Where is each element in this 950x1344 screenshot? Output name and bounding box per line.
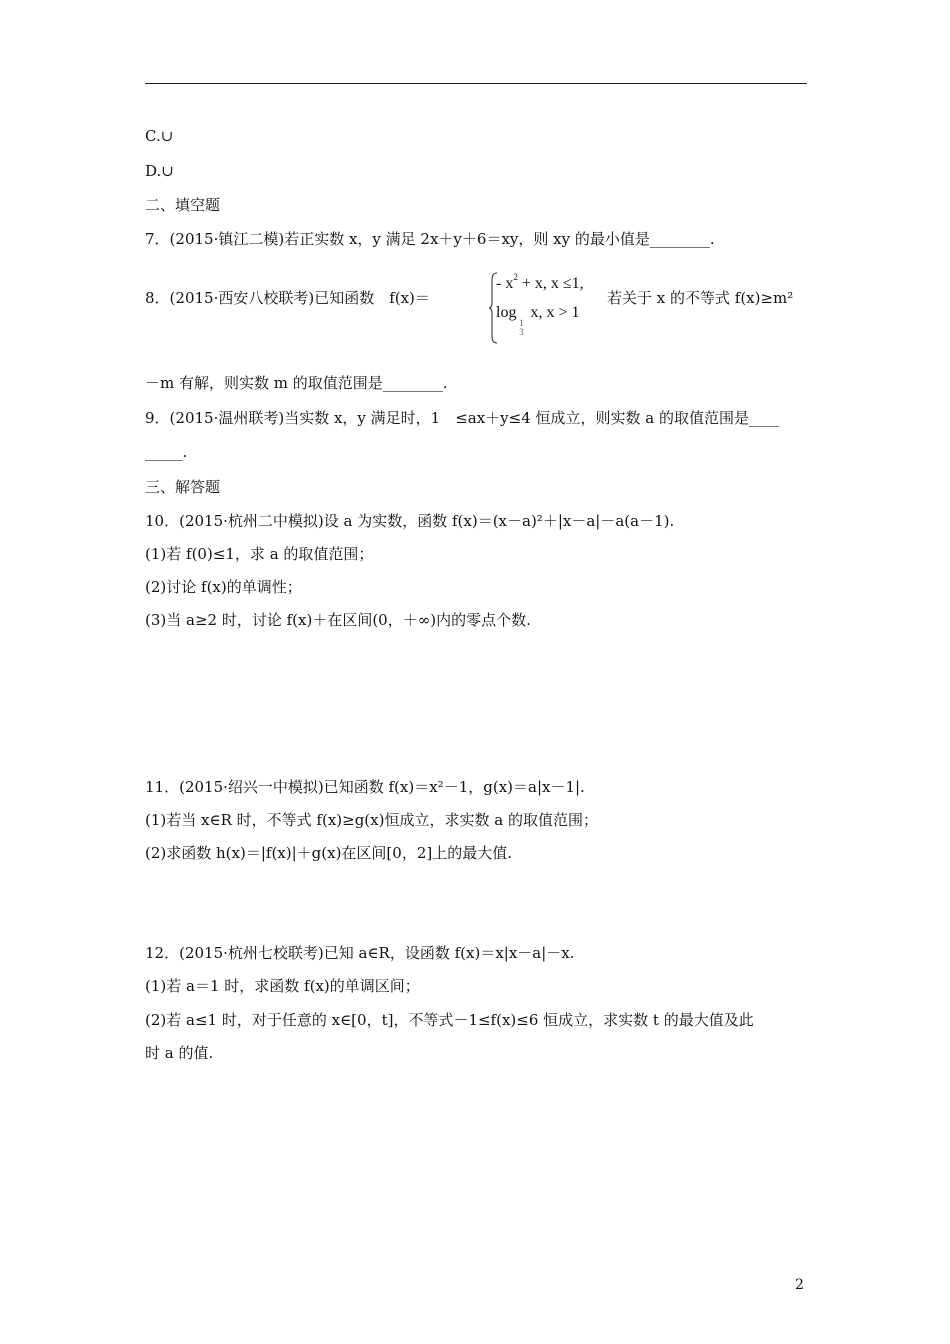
section-fill-in-title: 二、填空题	[145, 196, 221, 214]
question-8-continued: －m 有解，则实数 m 的取值范围是________.	[145, 374, 448, 392]
question-11-part-2: (2)求函数 h(x)＝|f(x)|＋g(x)在区间[0，2]上的最大值.	[145, 844, 512, 862]
question-11: 11．(2015·绍兴一中模拟)已知函数 f(x)＝x²－1，g(x)＝a|x－1|.	[145, 778, 585, 796]
question-9: 9．(2015·温州联考)当实数 x，y 满足时，1 ≤ax＋y≤4 恒成立，则实数 a 的取值范围是____	[145, 409, 780, 427]
option-c: C.∪	[145, 127, 174, 145]
question-12-part-1: (1)若 a＝1 时，求函数 f(x)的单调区间；	[145, 977, 420, 995]
piecewise-case-1: - $x^2 + x$, x ≤1,	[496, 272, 584, 292]
question-10-part-1: (1)若 f(0)≤1，求 a 的取值范围；	[145, 545, 374, 563]
question-8-suffix: 若关于 x 的不等式 f(x)≥m²	[607, 289, 794, 307]
question-12: 12．(2015·杭州七校联考)已知 a∈R，设函数 f(x)＝x|x－a|－x.	[145, 944, 575, 962]
question-7: 7．(2015·镇江二模)若正实数 x，y 满足 2x＋y＋6＝xy，则 xy 的最小值是________.	[145, 230, 715, 248]
question-10: 10．(2015·杭州二中模拟)设 a 为实数，函数 f(x)＝(x－a)²＋|x－a|－a(a－1).	[145, 512, 675, 530]
section-answer-title: 三、解答题	[145, 478, 221, 496]
question-8-prefix: 8．(2015·西安八校联考)已知函数 f(x)＝	[145, 289, 430, 307]
question-12-part-2: (2)若 a≤1 时，对于任意的 x∈[0，t]，不等式－1≤f(x)≤6 恒成立，求实数 t 的最大值及此	[145, 1011, 754, 1029]
question-12-part-2-continued: 时 a 的值.	[145, 1044, 214, 1062]
log-base-fraction: 1 3	[519, 318, 524, 337]
question-10-part-2: (2)讨论 f(x)的单调性；	[145, 578, 302, 596]
header-rule	[145, 83, 807, 84]
question-9-continued: _____.	[145, 443, 188, 461]
question-11-part-1: (1)若当 x∈R 时，不等式 f(x)≥g(x)恒成立，求实数 a 的取值范围；	[145, 811, 598, 829]
piecewise-function	[488, 272, 604, 344]
option-d: D.∪	[145, 162, 174, 180]
question-10-part-3: (3)当 a≥2 时，讨论 f(x)＋在区间(0，＋∞)内的零点个数.	[145, 611, 531, 629]
piecewise-case-2: log1 3 x, x > 1	[496, 304, 580, 337]
page-number: 2	[795, 1277, 804, 1293]
